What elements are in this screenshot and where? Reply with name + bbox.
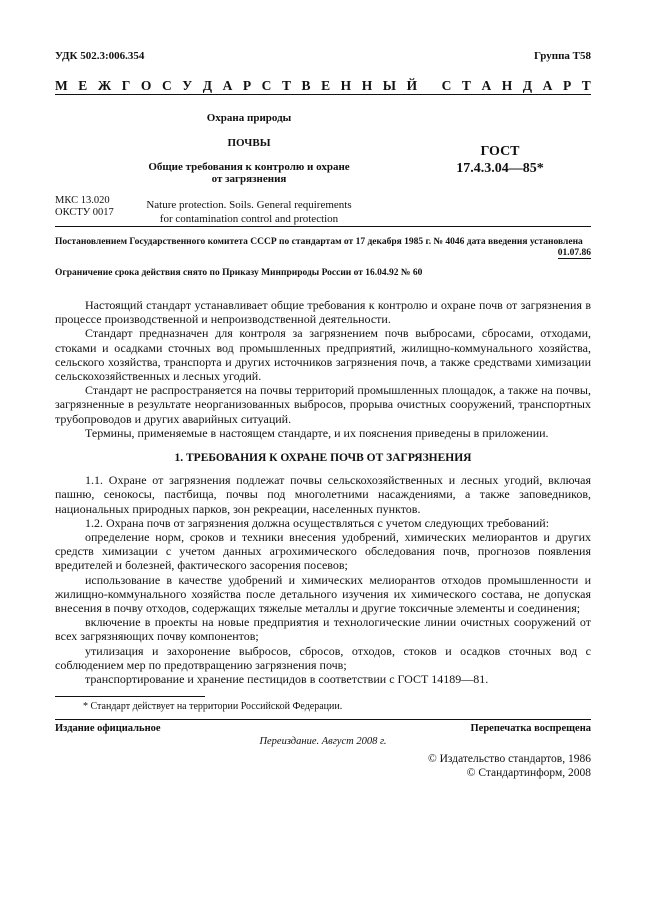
section-paragraph: транспортирование и хранение пестицидов в соответствии с ГОСТ 14189—81.: [85, 672, 489, 687]
section-paragraph: использование в качестве удобрений и химических мелиорантов отходов промышленности и жилищно-коммунального хозяйства после детального изучения их химического состава, не допуская внесения в почву отходов, содержащих тяжелые металлы и другие токсичные элементы и соединения;: [55, 572, 591, 616]
banner-letter: С: [261, 78, 272, 93]
title-category: Охрана природы: [206, 112, 292, 124]
gost-designation: [425, 143, 575, 177]
copyright-line: © Стандартинформ, 2008: [466, 767, 591, 780]
banner-letter: Е: [78, 78, 88, 93]
section-paragraph: определение норм, сроков и техники внесения удобрений, химических мелиорантов и других средств химизации с учетом данных агрохимического обследования почв, прогнозов появления вредителей и болезней, фактического засорения посевов;: [55, 530, 591, 573]
copyright-line: © Издательство стандартов, 1986: [427, 753, 591, 766]
banner-letter: В: [301, 78, 311, 93]
banner-letter: Е: [321, 78, 331, 93]
footnote-rule: [55, 696, 205, 697]
banner-letter: У: [182, 78, 193, 93]
standard-banner: [55, 78, 591, 94]
banner-letter: О: [140, 78, 152, 93]
banner-letter: Т: [461, 78, 471, 93]
section-paragraph: включение в проекты на новые предприятия и технологические линии очистных сооружений от всех загрязняющих почву компонентов;: [55, 615, 591, 644]
intro-paragraph: Стандарт предназначен для контроля за загрязнением почв выбросами, сбросами, отходами, стоками и осадками сточных вод промышленных предприятий, жилищно-коммунального хозяйства, сельского хозяйства, транспорта и других источников загрязнения почв, а также средствами химизации сельскохозяйственных и лесных угодий.: [55, 326, 591, 384]
title-subject: ПОЧВЫ: [227, 137, 271, 149]
footnote: * Стандарт действует на территории Российской Федерации.: [83, 701, 343, 713]
section-paragraph: 1.1. Охране от загрязнения подлежат почвы сельскохозяйственных и лесных угодий, включая пашню, сенокосы, пастбища, почвы под многолетними насаждениями, а также заповедников, национальных природных парков, зон рекреации, населенных пунктов.: [55, 473, 591, 516]
footer-rule: [55, 719, 591, 720]
title-rule: [55, 226, 591, 227]
banner-letter: Н: [361, 78, 373, 93]
okstu-code: ОКСТУ 0017: [55, 207, 114, 218]
footer-row: [55, 723, 591, 734]
section-title: 1. ТРЕБОВАНИЯ К ОХРАНЕ ПОЧВ ОТ ЗАГРЯЗНЕНИЯ: [174, 452, 472, 465]
edition-label: Издание официальное: [55, 723, 161, 735]
section-paragraph: утилизация и захоронение выбросов, сбросов, отходов, стоков и осадков сточных вод с соблюдением мер по предотвращению загрязнения почв;: [55, 643, 591, 672]
banner-letter: Т: [281, 78, 291, 93]
udk-code: УДК 502.3:006.354: [55, 50, 145, 62]
english-title: for contamination control and protection: [159, 213, 339, 225]
banner-letter: А: [481, 78, 492, 93]
mks-code: МКС 13.020: [55, 195, 110, 206]
title-line: Общие требования к контролю и охране: [148, 161, 350, 173]
banner-letter: С: [161, 78, 172, 93]
banner-gap: [428, 78, 431, 94]
banner-letter: Д: [522, 78, 533, 93]
classification-codes: [55, 195, 114, 219]
banner-letter: Р: [242, 78, 252, 93]
intro-paragraph: Настоящий стандарт устанавливает общие требования к контролю и охране почв от загрязнения в процессе производственной и непроизводственной деятельности.: [55, 298, 591, 327]
reissue-note: Переиздание. Август 2008 г.: [259, 736, 387, 748]
limit-note: Ограничение срока действия снято по Приказу Минприроды России от 16.04.92 № 60: [55, 268, 423, 278]
document-page: [55, 50, 591, 780]
banner-letter: М: [55, 78, 68, 93]
banner-letter: Р: [562, 78, 572, 93]
introduction-date-value: 01.07.86: [557, 248, 591, 258]
english-title: Nature protection. Soils. General requirements: [146, 199, 352, 211]
banner-letter: А: [222, 78, 233, 93]
gost-label: ГОСТ: [480, 144, 520, 159]
banner-letter: Г: [121, 78, 131, 93]
banner-letter: Т: [581, 78, 591, 93]
intro-paragraph: Стандарт не распространяется на почвы территорий промышленных площадок, а также на почвы, загрязненные в результате неорганизованных выбросов, прорыва очистных сооружений, транспортных трубопроводов и других аварийных ситуаций.: [55, 383, 591, 426]
banner-letter: Д: [202, 78, 213, 93]
decree-text: Постановлением Государственного комитета СССР по стандартам от 17 декабря 1985 г. № 4046 дата введения установлена: [55, 237, 583, 247]
title-block: [55, 95, 591, 223]
group-code: Группа Т58: [533, 50, 591, 62]
banner-letter: Ж: [97, 78, 112, 93]
body-text: [55, 298, 591, 686]
gost-number: 17.4.3.04—85*: [456, 161, 544, 176]
standard-title: [133, 112, 365, 226]
header-row: [55, 50, 591, 62]
banner-letter: Й: [406, 78, 418, 93]
section-paragraph: 1.2. Охрана почв от загрязнения должна осуществляться с учетом следующих требований:: [85, 515, 550, 530]
banner-letter: Ы: [382, 78, 397, 93]
banner-letter: Н: [340, 78, 352, 93]
title-line: от загрязнения: [211, 173, 287, 185]
reprint-label: Перепечатка воспрещена: [470, 723, 591, 735]
copyright-block: [55, 752, 591, 780]
banner-letter: С: [441, 78, 452, 93]
introduction-date: [55, 248, 591, 258]
banner-letter: Н: [501, 78, 513, 93]
intro-paragraph: Термины, применяемые в настоящем стандарте, и их пояснения приведены в приложении.: [85, 425, 549, 440]
banner-letter: А: [542, 78, 553, 93]
